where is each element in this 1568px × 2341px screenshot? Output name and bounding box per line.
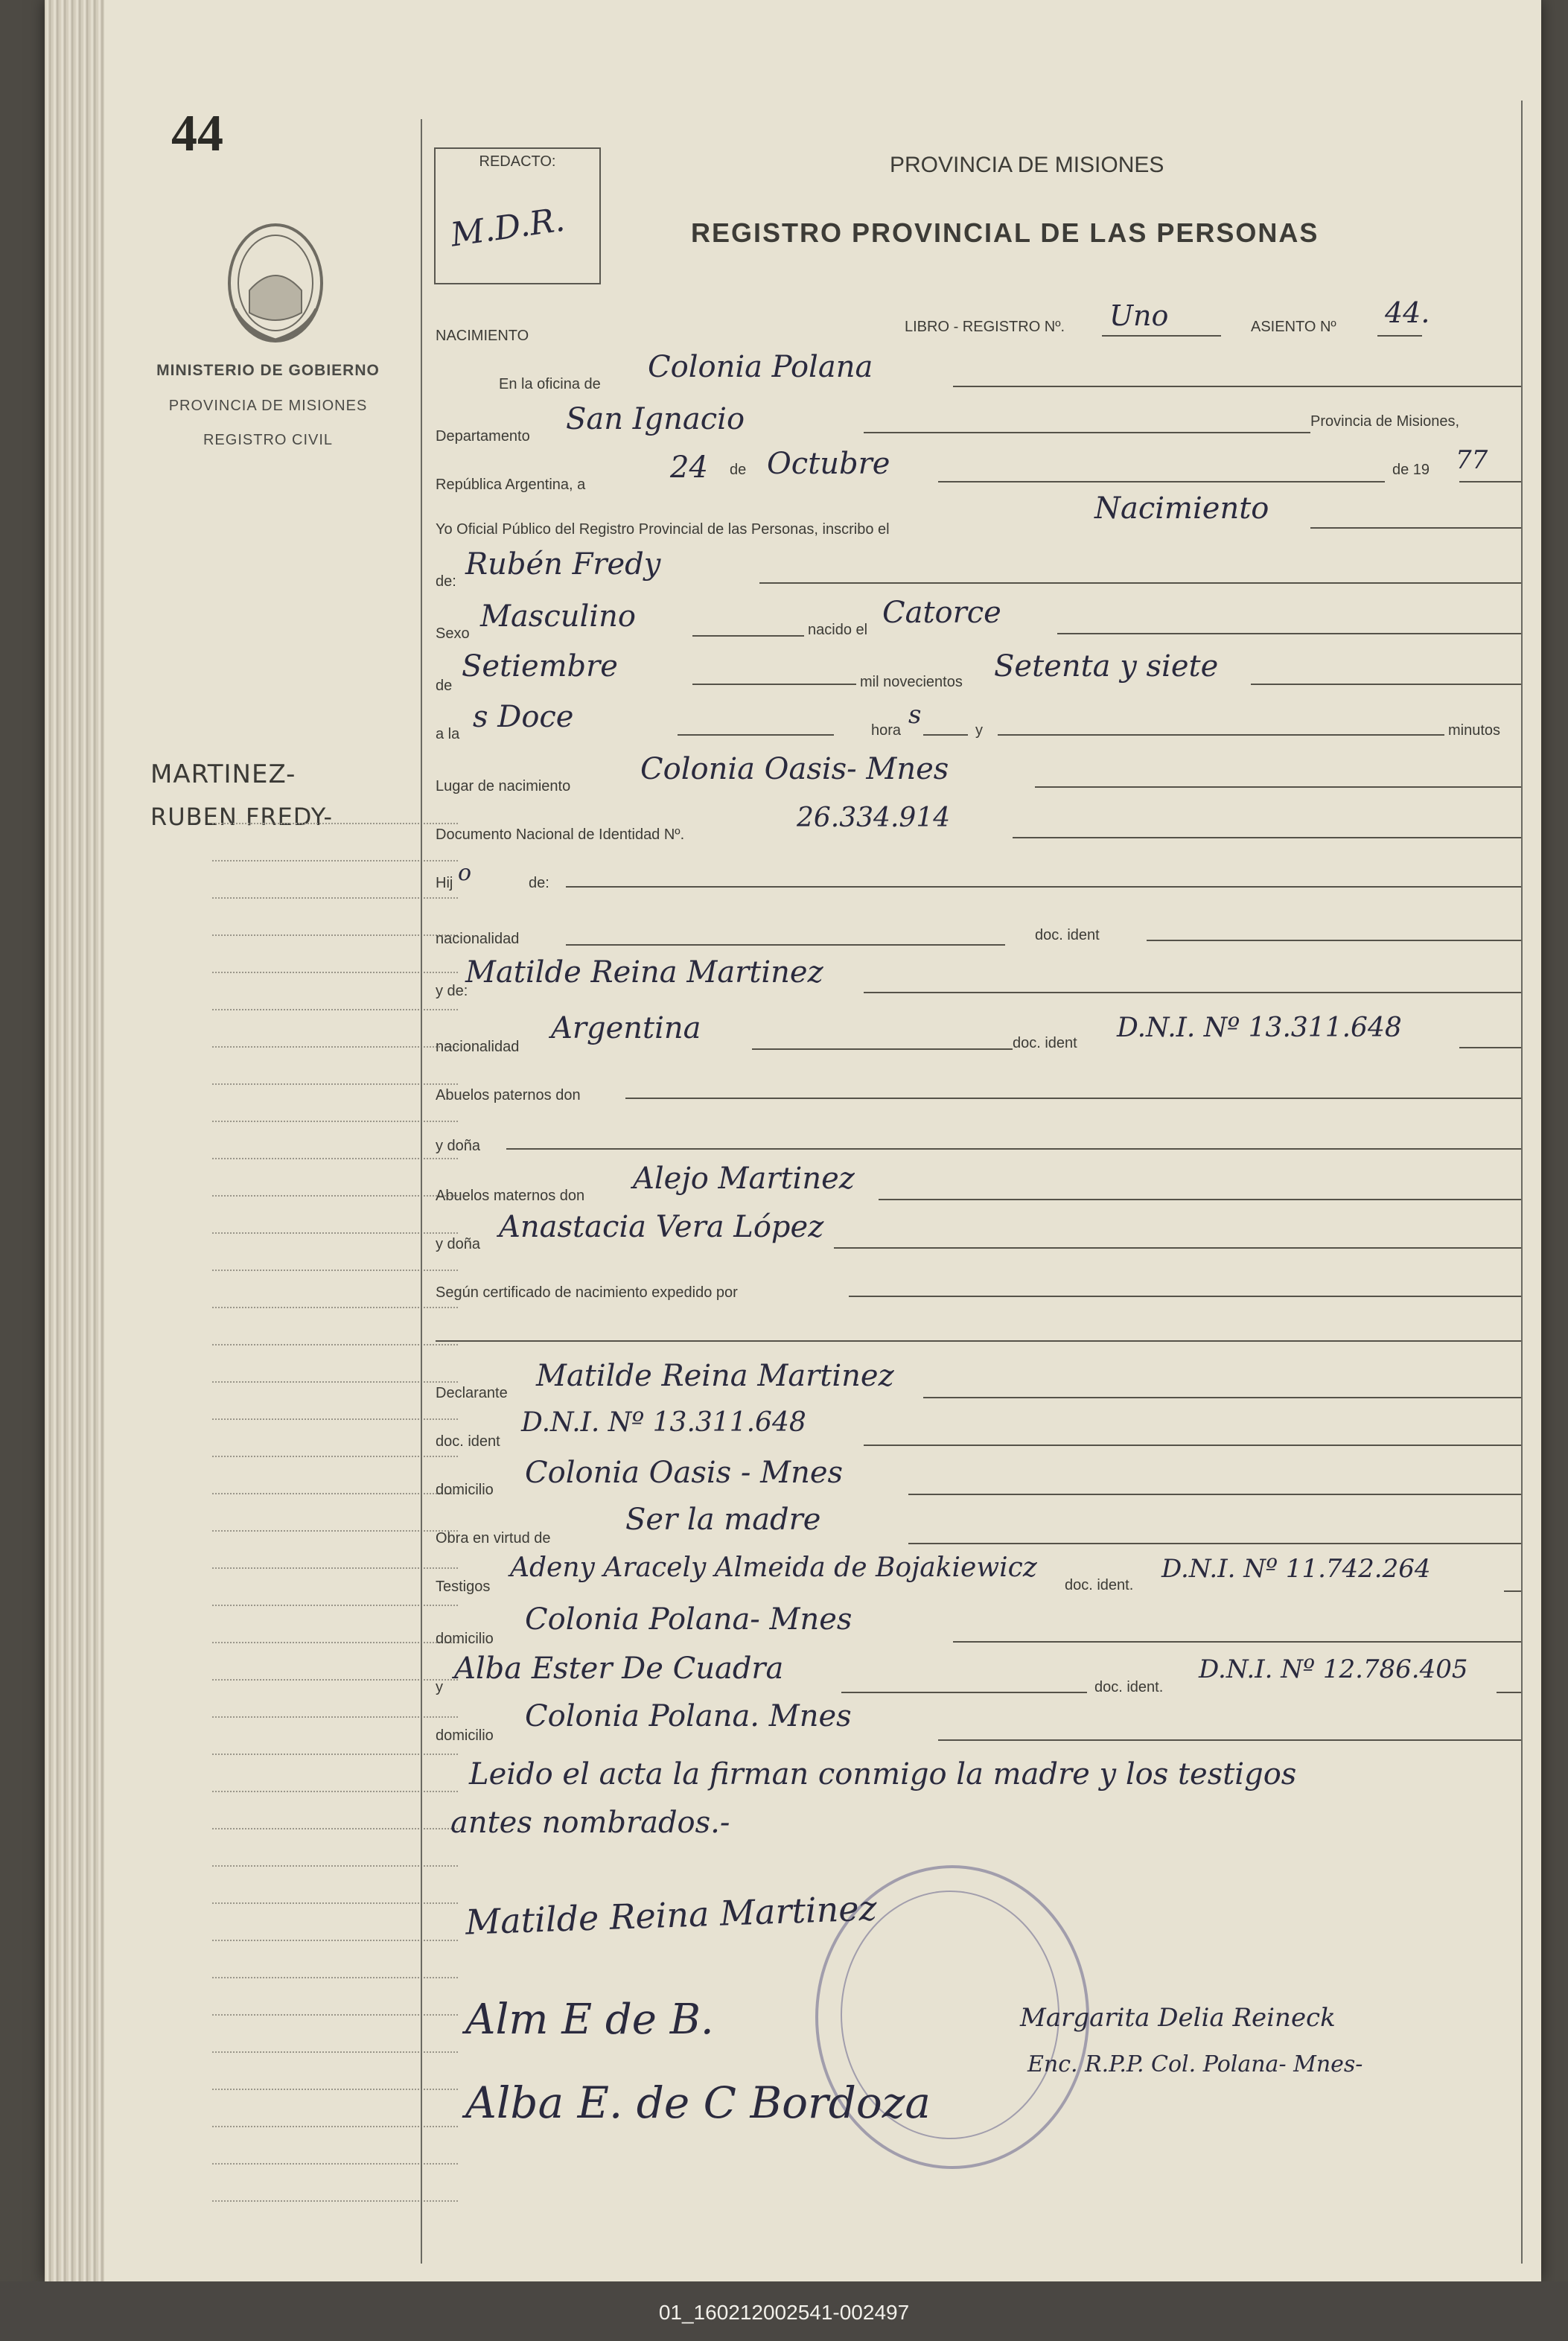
label-dec-doc-label: doc. ident bbox=[436, 1433, 500, 1450]
label-provincia-label: Provincia de Misiones, bbox=[1310, 413, 1460, 430]
entry-dec-doc-value: D.N.I. Nº 13.311.648 bbox=[521, 1407, 806, 1438]
filename-label: 01_160212002541-002497 bbox=[658, 2301, 910, 2324]
label-t2-dom-label: domicilio bbox=[436, 1727, 494, 1744]
entry-t2-dom-value: Colonia Polana. Mnes bbox=[525, 1699, 852, 1733]
label-t2-doc-label: doc. ident. bbox=[1094, 1679, 1164, 1695]
fill-line bbox=[849, 1296, 1521, 1297]
label-de-mes-label: de bbox=[436, 678, 453, 694]
signature-witness-1: Alm E de B. bbox=[465, 1996, 714, 2044]
entry-nombre-value: Rubén Fredy bbox=[465, 547, 661, 582]
fill-line bbox=[864, 432, 1310, 433]
entry-t1-doc-value: D.N.I. Nº 11.742.264 bbox=[1161, 1554, 1431, 1584]
label-abp-dona-label: y doña bbox=[436, 1138, 481, 1154]
entry-fecha-anio: 77 bbox=[1456, 445, 1488, 475]
label-dec-dom-label: domicilio bbox=[436, 1482, 494, 1498]
entry-closing-1: Leido el acta la firman conmigo la madre y los testigos bbox=[469, 1757, 1297, 1791]
fill-line bbox=[692, 684, 856, 685]
fill-line bbox=[953, 1641, 1521, 1643]
fill-line bbox=[692, 635, 804, 637]
fill-line bbox=[1013, 837, 1521, 838]
entry-oficina-value: Colonia Polana bbox=[648, 350, 873, 384]
fill-line bbox=[908, 1543, 1521, 1544]
fill-line bbox=[1102, 335, 1221, 337]
label-libro-label: LIBRO - REGISTRO Nº. bbox=[905, 319, 1065, 335]
label-oficina-label: En la oficina de bbox=[499, 376, 601, 392]
fill-line bbox=[436, 1340, 1521, 1342]
entry-horas-value: s bbox=[908, 700, 922, 730]
fill-line bbox=[864, 992, 1521, 993]
fill-line bbox=[625, 1098, 1521, 1099]
label-doc2-label: doc. ident bbox=[1013, 1035, 1077, 1051]
entry-doc2-value: D.N.I. Nº 13.311.648 bbox=[1117, 1013, 1402, 1043]
fill-line bbox=[1459, 1047, 1521, 1048]
fill-line bbox=[566, 944, 1005, 946]
fill-line bbox=[998, 734, 1444, 736]
label-nac2-label: nacionalidad bbox=[436, 1039, 520, 1055]
right-rule bbox=[1521, 101, 1523, 2264]
entry-nac2-value: Argentina bbox=[551, 1011, 701, 1045]
register-sheet bbox=[45, 0, 1541, 2281]
entry-dec-dom-value: Colonia Oasis - Mnes bbox=[525, 1456, 844, 1490]
fill-line bbox=[938, 1739, 1521, 1741]
entry-yo-value: Nacimiento bbox=[1094, 491, 1269, 526]
fill-line bbox=[759, 582, 1521, 584]
signature-witness-2: Alba E. de C Bordoza bbox=[465, 2077, 931, 2128]
entry-asiento-value: 44. bbox=[1385, 296, 1430, 329]
fill-line bbox=[1035, 786, 1521, 788]
label-de19-label: de 19 bbox=[1392, 462, 1430, 478]
label-sexo-label: Sexo bbox=[436, 625, 470, 642]
fill-line bbox=[864, 1445, 1521, 1446]
fill-line bbox=[1251, 684, 1521, 685]
label-abp-label: Abuelos paternos don bbox=[436, 1087, 581, 1103]
fill-line bbox=[1147, 940, 1521, 941]
label-testigos-label: Testigos bbox=[436, 1579, 491, 1595]
entry-lugar-value: Colonia Oasis- Mnes bbox=[640, 752, 949, 786]
official-name: Margarita Delia Reineck bbox=[1020, 2003, 1336, 2033]
signature-mother: Matilde Reina Martinez bbox=[465, 1888, 878, 1943]
entry-departamento-value: San Ignacio bbox=[566, 402, 745, 436]
header-province: PROVINCIA DE MISIONES bbox=[890, 153, 1164, 177]
entry-abm-value: Alejo Martinez bbox=[633, 1162, 855, 1196]
fill-line bbox=[566, 886, 1521, 888]
label-nac1-label: nacionalidad bbox=[436, 931, 520, 947]
label-yde-label: y de: bbox=[436, 983, 468, 999]
label-y-label: y bbox=[975, 722, 983, 739]
label-abm-dona-label: y doña bbox=[436, 1236, 481, 1252]
header-title: REGISTRO PROVINCIAL DE LAS PERSONAS bbox=[691, 217, 1319, 248]
label-republica-label: República Argentina, a bbox=[436, 477, 586, 493]
registry-label: REGISTRO CIVIL bbox=[203, 432, 334, 448]
entry-abm-dona-value: Anastacia Vera López bbox=[499, 1210, 824, 1244]
fill-line bbox=[752, 1048, 1013, 1050]
label-lugar-label: Lugar de nacimiento bbox=[436, 778, 571, 794]
label-mil-label: mil novecientos bbox=[860, 674, 963, 690]
label-t1-doc-label: doc. ident. bbox=[1065, 1577, 1134, 1593]
entry-testigo2-value: Alba Ester De Cuadra bbox=[454, 1652, 784, 1686]
fill-line bbox=[953, 386, 1521, 387]
label-nacimiento: NACIMIENTO bbox=[436, 328, 529, 344]
entry-nacido-value: Catorce bbox=[882, 596, 1001, 630]
entry-hijo-suffix: o bbox=[458, 860, 472, 886]
entry-declarante-value: Matilde Reina Martinez bbox=[536, 1359, 894, 1393]
entry-closing-2: antes nombrados.- bbox=[450, 1806, 730, 1840]
label-declarante-label: Declarante bbox=[436, 1385, 508, 1401]
label-ala-label: a la bbox=[436, 726, 460, 742]
label-horas-label: hora bbox=[871, 722, 902, 739]
entry-mes-value: Setiembre bbox=[462, 649, 618, 684]
page-edges bbox=[45, 0, 104, 2281]
entry-t1-dom-value: Colonia Polana- Mnes bbox=[525, 1602, 852, 1637]
page-number: 44 bbox=[171, 105, 223, 162]
fill-line bbox=[879, 1199, 1521, 1200]
label-y2-label: y bbox=[436, 1679, 443, 1695]
label-hijo-label: Hij bbox=[436, 875, 453, 891]
margin-name-2: RUBEN FREDY- bbox=[150, 803, 333, 831]
fill-line bbox=[1504, 1590, 1521, 1592]
redacto-initials: M.D.R. bbox=[448, 200, 567, 255]
province-label-left: PROVINCIA DE MISIONES bbox=[168, 398, 368, 414]
fill-line bbox=[908, 1494, 1521, 1495]
ministry-label: MINISTERIO DE GOBIERNO bbox=[156, 362, 380, 379]
entry-madre-value: Matilde Reina Martinez bbox=[465, 955, 823, 990]
label-t1-dom-label: domicilio bbox=[436, 1631, 494, 1647]
fill-line bbox=[834, 1247, 1521, 1249]
fill-line bbox=[1310, 527, 1521, 529]
fill-line bbox=[923, 734, 968, 736]
redacto-label: REDACTO: bbox=[479, 153, 556, 170]
entry-fecha-mes: Octubre bbox=[767, 447, 890, 481]
coat-of-arms-icon bbox=[220, 220, 331, 350]
fill-line bbox=[678, 734, 834, 736]
label-de-label: de bbox=[730, 462, 747, 478]
entry-obra-value: Ser la madre bbox=[625, 1503, 821, 1537]
margin-name-1: MARTINEZ- bbox=[150, 759, 296, 789]
label-abm-label: Abuelos maternos don bbox=[436, 1188, 585, 1204]
fill-line bbox=[841, 1692, 1087, 1693]
official-title: Enc. R.P.P. Col. Polana- Mnes- bbox=[1027, 2051, 1363, 2077]
label-doc1-label: doc. ident bbox=[1035, 927, 1100, 943]
entry-sexo-value: Masculino bbox=[480, 599, 636, 634]
label-asiento-label: ASIENTO Nº bbox=[1251, 319, 1336, 335]
fill-line bbox=[938, 481, 1385, 482]
redacto-box bbox=[434, 147, 601, 284]
fill-line bbox=[1459, 481, 1521, 482]
fill-line bbox=[923, 1397, 1521, 1398]
entry-dni-value: 26.334.914 bbox=[797, 803, 951, 833]
fill-line bbox=[506, 1148, 1521, 1150]
left-rule bbox=[421, 119, 422, 2264]
label-de-nombre-label: de: bbox=[436, 573, 456, 590]
fill-line bbox=[1377, 335, 1422, 337]
label-yo-label: Yo Oficial Público del Registro Provincial de las Personas, inscribo el bbox=[436, 521, 890, 538]
label-nacido-label: nacido el bbox=[808, 622, 868, 638]
label-departamento-label: Departamento bbox=[436, 428, 530, 445]
entry-ala-value: s Doce bbox=[473, 700, 574, 734]
label-minutos-label: minutos bbox=[1448, 722, 1501, 739]
label-segun-label: Según certificado de nacimiento expedido por bbox=[436, 1284, 738, 1301]
fill-line bbox=[1057, 633, 1521, 634]
entry-testigo1-value: Adeny Aracely Almeida de Bojakiewicz bbox=[510, 1552, 1037, 1583]
label-dni-label: Documento Nacional de Identidad Nº. bbox=[436, 826, 685, 843]
fill-line bbox=[1497, 1692, 1521, 1693]
label-hijo-de-label: de: bbox=[529, 875, 549, 891]
label-obra-label: Obra en virtud de bbox=[436, 1530, 551, 1547]
entry-fecha-dia: 24 bbox=[670, 450, 708, 485]
entry-mil-value: Setenta y siete bbox=[994, 649, 1219, 684]
entry-t2-doc-value: D.N.I. Nº 12.786.405 bbox=[1199, 1654, 1468, 1684]
entry-libro-value: Uno bbox=[1109, 299, 1169, 332]
